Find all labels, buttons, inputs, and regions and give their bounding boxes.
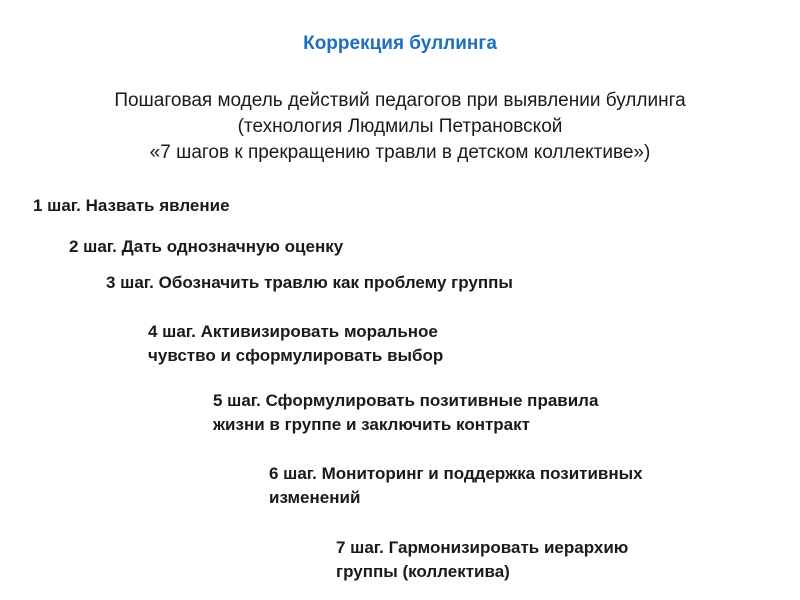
step-7 — [336, 536, 628, 584]
step-text: чувство и сформулировать выбор — [148, 346, 444, 365]
step-text: 4 шаг. Активизировать моральное — [148, 322, 438, 341]
step-text: 3 шаг. Обозначить травлю как проблему группы — [106, 273, 513, 292]
step-text: 2 шаг. Дать однозначную оценку — [69, 237, 344, 256]
step-2 — [69, 235, 343, 259]
subtitle — [0, 88, 800, 166]
subtitle-line: (технология Людмилы Петрановской — [237, 116, 563, 137]
step-4 — [148, 320, 443, 368]
subtitle-line: «7 шагов к прекращению травли в детском коллективе») — [149, 142, 651, 163]
step-text: 5 шаг. Сформулировать позитивные правила — [213, 391, 599, 410]
step-6 — [269, 462, 643, 510]
step-text: 1 шаг. Назвать явление — [33, 196, 230, 215]
step-text: группы (коллектива) — [336, 562, 510, 581]
step-5 — [213, 389, 598, 437]
step-text: жизни в группе и заключить контракт — [213, 415, 530, 434]
step-text: изменений — [269, 488, 361, 507]
page-title: Коррекция буллинга — [303, 33, 497, 54]
subtitle-line: Пошаговая модель действий педагогов при выявлении буллинга — [114, 90, 686, 111]
step-text: 6 шаг. Мониторинг и поддержка позитивных — [269, 464, 643, 483]
step-1 — [33, 194, 230, 218]
step-text: 7 шаг. Гармонизировать иерархию — [336, 538, 629, 557]
step-3 — [106, 271, 513, 295]
